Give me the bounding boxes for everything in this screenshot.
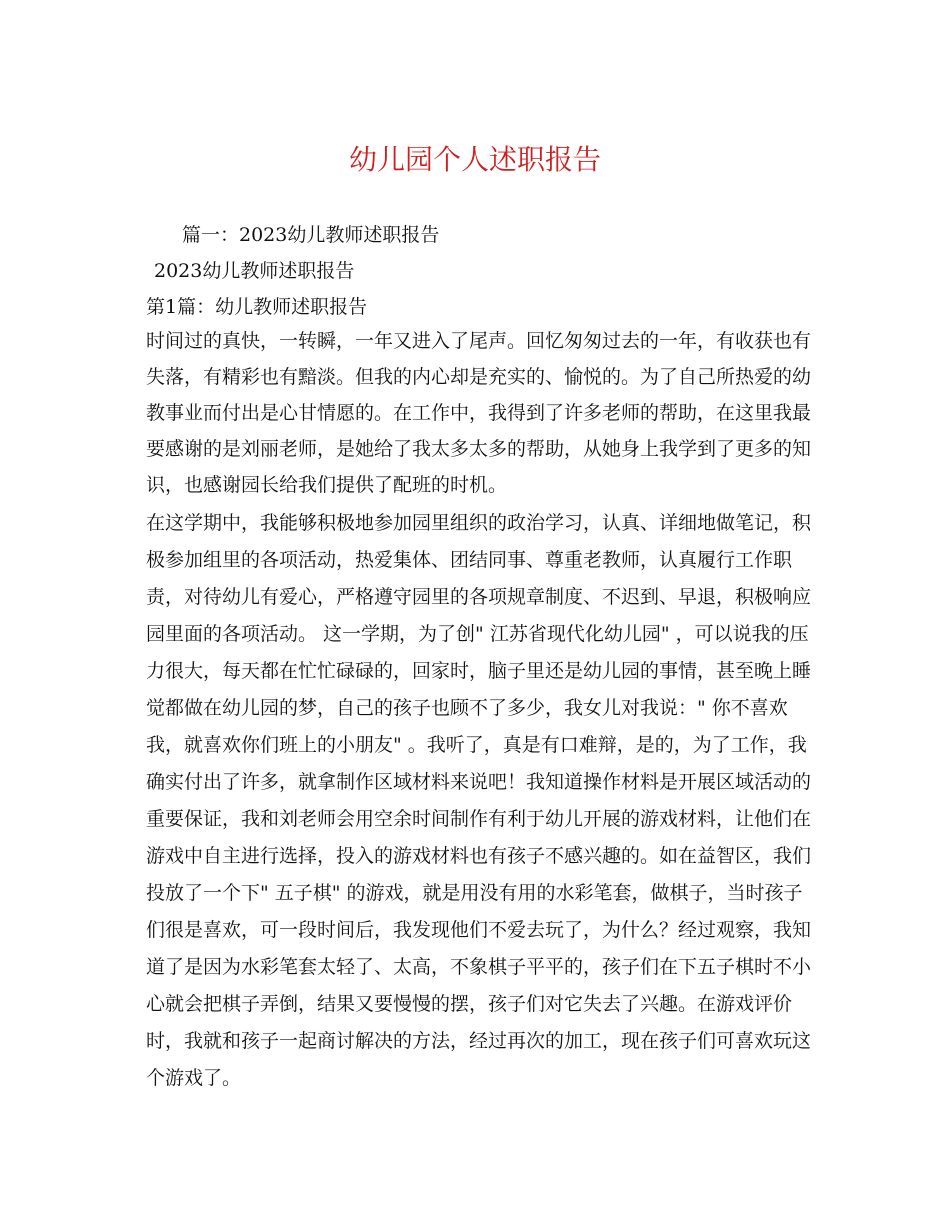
paragraph-2-line: 力很大，每天都在忙忙碌碌的，回家时，脑子里还是幼儿园的事情，甚至晚上睡 xyxy=(146,660,812,682)
paragraph-1-line: 要感谢的是刘丽老师，是她给了我太多太多的帮助，从她身上我学到了更多的知 xyxy=(146,438,812,460)
paragraph-2-line: 确实付出了许多，就拿制作区域材料来说吧！我知道操作材料是开展区域活动的 xyxy=(146,771,812,793)
paragraph-1-line: 识，也感谢园长给我们提供了配班的时机。 xyxy=(146,474,508,496)
paragraph-1-line: 时间过的真快，一转瞬，一年又进入了尾声。回忆匆匆过去的一年，有收获也有 xyxy=(146,330,812,352)
document-title: 幼儿园个人述职报告 xyxy=(348,143,601,176)
paragraph-1-line: 教事业而付出是心甘情愿的。在工作中，我得到了许多老师的帮助，在这里我最 xyxy=(146,402,812,424)
paragraph-2-line: 极参加组里的各项活动，热爱集体、团结同事、尊重老教师，认真履行工作职 xyxy=(146,549,793,571)
paragraph-2-line: 投放了一个下" 五子棋" 的游戏，就是用没有用的水彩笔套，做棋子，当时孩子 xyxy=(146,882,803,904)
report-heading: 2023幼儿教师述职报告 xyxy=(154,260,355,282)
chapter-heading: 第1篇：幼儿教师述职报告 xyxy=(146,296,368,318)
paragraph-2-line: 我，就喜欢你们班上的小朋友" 。我听了，真是有口难辩，是的，为了工作，我 xyxy=(146,734,807,756)
paragraph-2-line: 心就会把棋子弄倒，结果又要慢慢的摆，孩子们对它失去了兴趣。在游戏评价 xyxy=(146,993,793,1015)
paragraph-2-line: 在这学期中，我能够积极地参加园里组织的政治学习，认真、详细地做笔记，积 xyxy=(146,512,812,534)
paragraph-2-line: 个游戏了。 xyxy=(146,1067,242,1089)
paragraph-2-line: 觉都做在幼儿园的梦，自己的孩子也顾不了多少，我女儿对我说：" 你不喜欢 xyxy=(146,697,788,719)
paragraph-2-line: 时，我就和孩子一起商讨解决的方法，经过再次的加工，现在孩子们可喜欢玩这 xyxy=(146,1030,812,1052)
paragraph-2-line: 责，对待幼儿有爱心，严格遵守园里的各项规章制度、不迟到、早退，积极响应 xyxy=(146,586,812,608)
paragraph-2-line: 重要保证，我和刘老师会用空余时间制作有利于幼儿开展的游戏材料，让他们在 xyxy=(146,808,812,830)
paragraph-2-line: 道了是因为水彩笔套太轻了、太高，不象棋子平平的，孩子们在下五子棋时不小 xyxy=(146,956,812,978)
paragraph-1-line: 失落，有精彩也有黯淡。但我的内心却是充实的、愉悦的。为了自己所热爱的幼 xyxy=(146,366,812,388)
paragraph-2-line: 们很是喜欢，可一段时间后，我发现他们不爱去玩了，为什么？经过观察，我知 xyxy=(146,919,812,941)
paragraph-2-line: 园里面的各项活动。 这一学期，为了创" 江苏省现代化幼儿园" ，可以说我的压 xyxy=(146,623,809,645)
paragraph-2-line: 游戏中自主进行选择，投入的游戏材料也有孩子不感兴趣的。如在益智区，我们 xyxy=(146,845,812,867)
section-heading: 篇一：2023幼儿教师述职报告 xyxy=(182,224,440,246)
